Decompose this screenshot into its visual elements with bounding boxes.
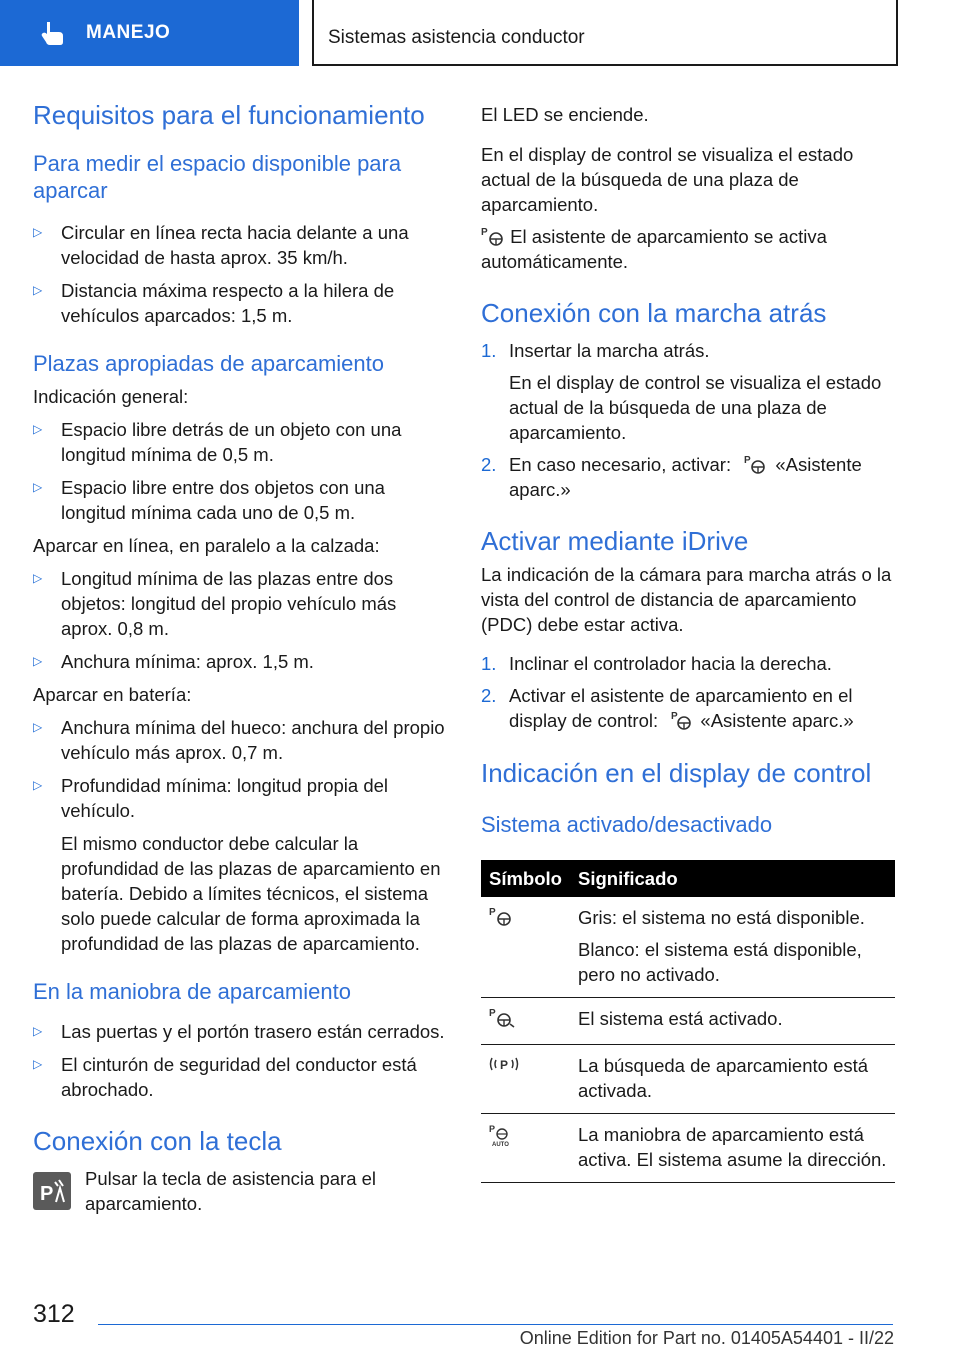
svg-text:P: P <box>489 1124 496 1134</box>
page-number: 312 <box>33 1300 75 1328</box>
heading-tecla: Conexión con la tecla <box>33 1126 282 1156</box>
bullet-icon: ▷ <box>33 778 43 792</box>
tecla-text: Pulsar la tecla de asistencia para el aparcamiento. <box>85 1168 377 1214</box>
list-item: ▷ Longitud mínima de las plazas entre dos objetos: longitud del propio vehículo más aprox. 0,8 m. <box>33 568 397 639</box>
heading-marcha: Conexión con la marcha atrás <box>481 298 827 328</box>
bullet-icon: ▷ <box>33 480 43 494</box>
list-item: ▷ Circular en línea recta hacia delante a una velocidad de hasta aprox. 35 km/h. <box>33 222 409 268</box>
bullet-icon: ▷ <box>33 1024 43 1038</box>
chapter-box <box>312 0 898 66</box>
parking-steering-icon <box>736 453 770 475</box>
bullet-icon: ▷ <box>33 283 43 297</box>
indicacion-label: Indicación general: <box>33 386 189 407</box>
list-item: ▷ Anchura mínima: aprox. 1,5 m. <box>33 651 314 672</box>
svg-text:P: P <box>671 711 678 722</box>
section-title: MANEJO <box>86 22 171 43</box>
section-tab <box>0 0 299 66</box>
step-item: 2. En caso necesario, activar: P «Asistente aparc.» <box>481 454 862 500</box>
led-text: El LED se enciende. <box>481 104 649 125</box>
list-item: ▷ Profundidad mínima: longitud propia del vehículo. <box>33 775 389 821</box>
edition-text: Online Edition for Part no. 01405A54401 - II/22 <box>519 1328 894 1348</box>
linea-intro: Aparcar en línea, en paralelo a la calzada: <box>33 535 380 556</box>
bullet-icon: ▷ <box>33 720 43 734</box>
svg-text:P: P <box>489 1008 496 1019</box>
bateria-note: El mismo conductor debe calcular la profundidad de las plazas de aparcamiento en batería. Debido a límites técnicos, el sistema solo puede calcular de forma aproximada la profundidad de las plazas de aparcamiento. <box>61 833 441 954</box>
parking-search-icon <box>489 1053 519 1075</box>
bullet-icon: ▷ <box>33 422 43 436</box>
steering-hand-icon <box>40 20 66 46</box>
display-estado-text: En el display de control se visualiza el estado actual de la búsqueda de una plaza de aparcamiento. <box>481 144 854 215</box>
bullet-icon: ▷ <box>33 1057 43 1071</box>
table-row: P El sistema está activado. <box>481 998 895 1045</box>
list-item: ▷ Espacio libre detrás de un objeto con una longitud mínima de 0,5 m. <box>33 419 402 465</box>
tecla-block <box>33 1166 446 1216</box>
heading-requisitos: Requisitos para el funcionamiento <box>33 100 425 130</box>
col-meaning-header: Significado <box>570 860 895 897</box>
parking-steering-icon <box>663 709 695 731</box>
parking-steering-icon <box>481 225 505 247</box>
bullet-icon: ▷ <box>33 571 43 585</box>
bullet-icon: ▷ <box>33 654 43 668</box>
asistente-auto-text: El asistente de aparcamiento se activa automáticamente. <box>481 226 827 272</box>
step-item: 1. Insertar la marcha atrás. <box>481 340 710 361</box>
bateria-intro: Aparcar en batería: <box>33 684 192 705</box>
table-row: P AUTO La maniobra de aparcamiento está activa. El sistema asume la dirección. <box>481 1114 895 1183</box>
svg-text:P: P <box>500 1058 509 1072</box>
step-sub: En el display de control se visualiza el estado actual de la búsqueda de una plaza de aparcamiento. <box>509 372 882 443</box>
list-item: ▷ El cinturón de seguridad del conductor está abrochado. <box>33 1054 417 1100</box>
col-symbol-header: Símbolo <box>481 860 570 897</box>
parking-auto-icon <box>489 1122 515 1148</box>
table-row: P La búsqueda de aparcamiento está activada. <box>481 1045 895 1114</box>
right-column <box>481 96 895 1183</box>
heading-maniobra: En la maniobra de aparcamiento <box>33 979 351 1004</box>
svg-text:P: P <box>481 227 488 238</box>
heading-idrive: Activar mediante iDrive <box>481 526 749 556</box>
svg-text:P: P <box>40 1183 54 1205</box>
symbol-table <box>481 860 895 1183</box>
table-row: P Gris: el sistema no está disponible. Blanco: el sistema está disponible, pero no activado. <box>481 897 895 998</box>
left-column <box>33 96 446 1216</box>
svg-text:AUTO: AUTO <box>492 1142 509 1148</box>
step-item: 2. Activar el asistente de aparcamiento en el display de control: P «Asistente aparc.» <box>481 685 854 731</box>
list-item: ▷ Las puertas y el portón trasero están cerrados. <box>33 1021 445 1042</box>
chapter-title: Sistemas asistencia conductor <box>328 27 585 48</box>
parking-assist-button-icon <box>33 1172 71 1210</box>
list-item: ▷ Espacio libre entre dos objetos con una longitud mínima cada uno de 0,5 m. <box>33 477 385 523</box>
list-item: ▷ Distancia máxima respecto a la hilera de vehículos aparcados: 1,5 m. <box>33 280 395 326</box>
svg-text:P: P <box>744 455 751 466</box>
heading-plazas: Plazas apropiadas de aparcamiento <box>33 351 385 376</box>
asistente-auto-row <box>481 224 895 274</box>
svg-text:P: P <box>489 907 496 918</box>
step-item: 1. Inclinar el controlador hacia la derecha. <box>481 653 832 674</box>
footer-divider <box>98 1324 893 1325</box>
parking-steering-icon-active <box>489 1006 515 1028</box>
table-header-row <box>481 860 895 897</box>
list-item: ▷ Anchura mínima del hueco: anchura del propio vehículo más aprox. 0,7 m. <box>33 717 445 763</box>
idrive-text: La indicación de la cámara para marcha atrás o la vista del control de distancia de aparcamiento (PDC) debe estar activa. <box>481 564 892 635</box>
heading-medir: Para medir el espacio disponible para aparcar <box>33 151 402 203</box>
parking-steering-icon-grey <box>489 905 515 927</box>
heading-sistema: Sistema activado/desactivado <box>481 812 773 837</box>
heading-indicacion: Indicación en el display de control <box>481 758 872 788</box>
bullet-icon: ▷ <box>33 225 43 239</box>
page-header <box>0 0 960 66</box>
